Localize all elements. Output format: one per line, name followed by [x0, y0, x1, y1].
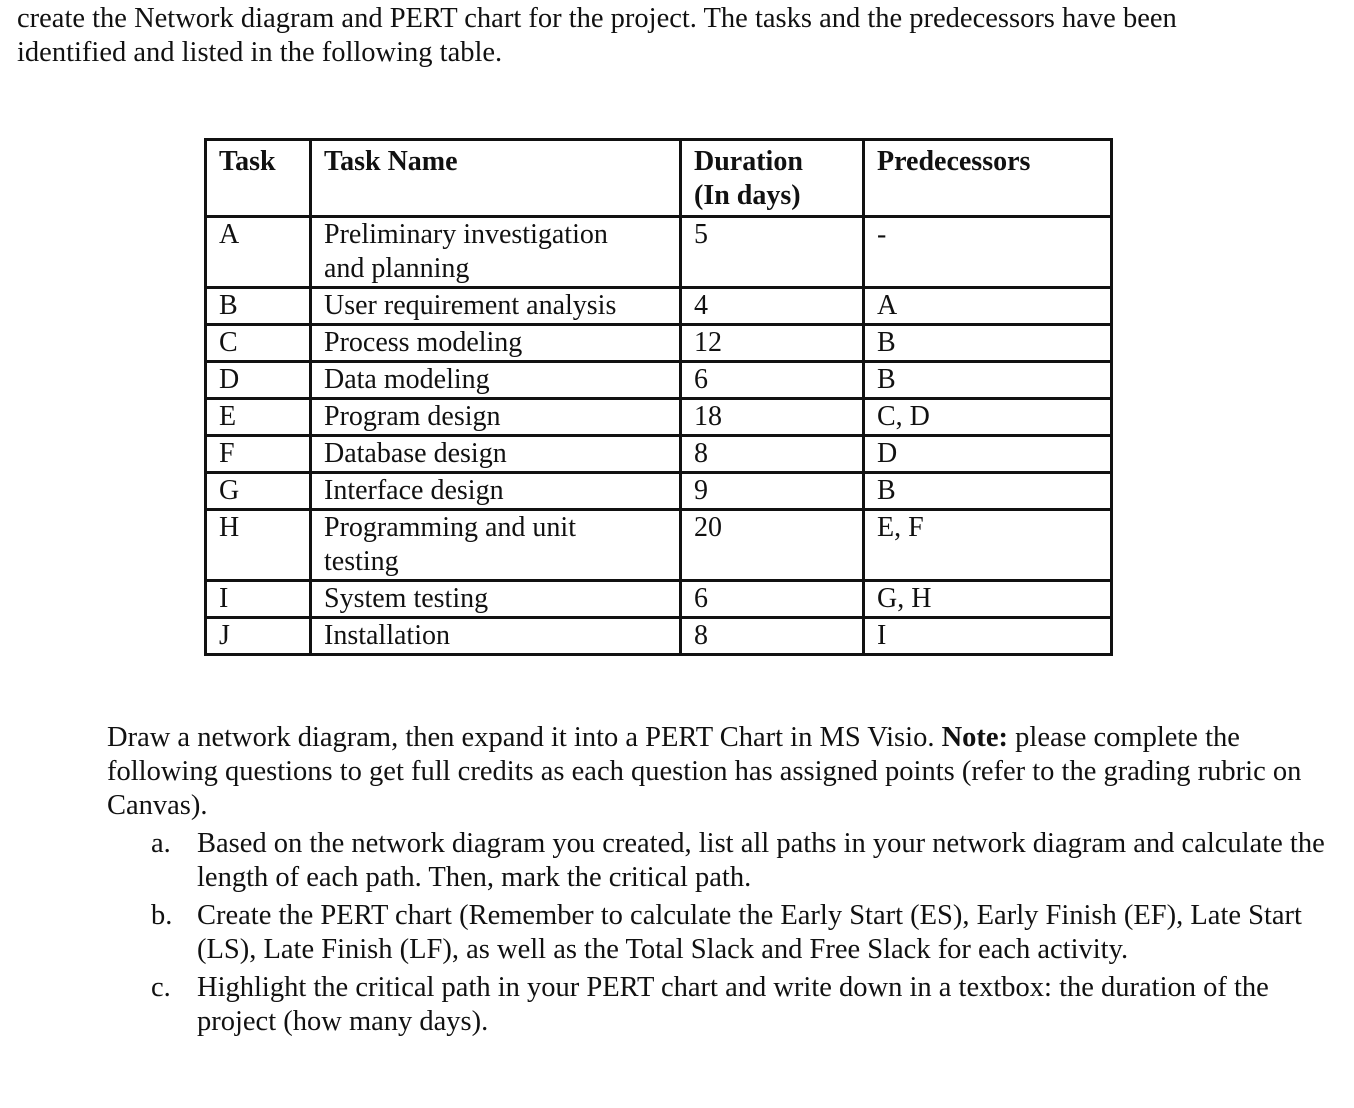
question-item	[107, 971, 1337, 1039]
instructions-paragraph	[107, 721, 1337, 823]
intro-line-2: identified and listed in the following table.	[17, 37, 503, 68]
task-name	[311, 510, 681, 581]
task-name: Interface design	[311, 473, 681, 510]
task-id: B	[206, 288, 311, 325]
task-id: F	[206, 436, 311, 473]
task-predecessors: -	[864, 217, 1112, 288]
question-marker: b.	[151, 900, 173, 931]
task-name: Program design	[311, 399, 681, 436]
task-name-line2: testing	[324, 546, 399, 577]
task-duration: 12	[681, 325, 864, 362]
table-row	[206, 288, 1112, 325]
task-id: J	[206, 618, 311, 655]
task-table	[204, 138, 1113, 656]
task-id: A	[206, 217, 311, 288]
task-name-line1: Preliminary investigation	[324, 219, 608, 250]
question-marker: c.	[151, 972, 171, 1003]
header-predecessors: Predecessors	[864, 140, 1112, 217]
header-duration-line1: Duration	[694, 146, 803, 177]
table-row	[206, 436, 1112, 473]
task-name: Data modeling	[311, 362, 681, 399]
task-duration: 8	[681, 436, 864, 473]
table-row	[206, 217, 1112, 288]
note-text: please complete the following questions to get full credits as each question has assigned points (refer to the grading rubric on Canvas).	[107, 722, 1302, 821]
task-name: System testing	[311, 581, 681, 618]
task-id: G	[206, 473, 311, 510]
task-predecessors: E, F	[864, 510, 1112, 581]
header-duration-line2: (In days)	[694, 180, 801, 211]
task-id: I	[206, 581, 311, 618]
task-predecessors: I	[864, 618, 1112, 655]
task-predecessors: D	[864, 436, 1112, 473]
question-text: Create the PERT chart (Remember to calculate the Early Start (ES), Early Finish (EF), Late Start (LS), Late Finish (LF), as well as the Total Slack and Free Slack for each activity.	[197, 900, 1302, 965]
task-duration: 4	[681, 288, 864, 325]
header-duration	[681, 140, 864, 217]
header-task-name: Task Name	[311, 140, 681, 217]
intro-paragraph	[17, 2, 1337, 70]
table-row	[206, 618, 1112, 655]
header-task: Task	[206, 140, 311, 217]
table-row	[206, 362, 1112, 399]
task-name: Database design	[311, 436, 681, 473]
task-name	[311, 217, 681, 288]
task-predecessors: B	[864, 362, 1112, 399]
task-predecessors: B	[864, 325, 1112, 362]
task-duration: 6	[681, 581, 864, 618]
task-duration: 9	[681, 473, 864, 510]
task-id: H	[206, 510, 311, 581]
task-duration: 18	[681, 399, 864, 436]
task-name: Installation	[311, 618, 681, 655]
task-name-line2: and planning	[324, 253, 470, 284]
task-predecessors: G, H	[864, 581, 1112, 618]
task-id: C	[206, 325, 311, 362]
intro-line-1: create the Network diagram and PERT chart for the project. The tasks and the predecessors have been	[17, 3, 1177, 34]
task-predecessors: C, D	[864, 399, 1112, 436]
table-row	[206, 581, 1112, 618]
task-predecessors: B	[864, 473, 1112, 510]
task-duration: 5	[681, 217, 864, 288]
table-row	[206, 510, 1112, 581]
task-duration: 8	[681, 618, 864, 655]
question-marker: a.	[151, 828, 171, 859]
task-id: D	[206, 362, 311, 399]
task-name-line1: Programming and unit	[324, 512, 576, 543]
question-item	[107, 899, 1337, 967]
table-row	[206, 399, 1112, 436]
question-item	[107, 827, 1337, 895]
instructions-section	[107, 721, 1337, 1043]
note-label: Note:	[941, 722, 1009, 753]
task-predecessors: A	[864, 288, 1112, 325]
question-text: Based on the network diagram you created, list all paths in your network diagram and calculate the length of each path. Then, mark the critical path.	[197, 828, 1325, 893]
question-text: Highlight the critical path in your PERT chart and write down in a textbox: the duration of the project (how many days).	[197, 972, 1269, 1037]
task-name: User requirement analysis	[311, 288, 681, 325]
task-duration: 6	[681, 362, 864, 399]
table-header-row	[206, 140, 1112, 217]
task-name: Process modeling	[311, 325, 681, 362]
table-row	[206, 473, 1112, 510]
task-duration: 20	[681, 510, 864, 581]
question-list	[107, 827, 1337, 1039]
instructions-lead: Draw a network diagram, then expand it into a PERT Chart in MS Visio.	[107, 722, 942, 753]
task-id: E	[206, 399, 311, 436]
table-row	[206, 325, 1112, 362]
